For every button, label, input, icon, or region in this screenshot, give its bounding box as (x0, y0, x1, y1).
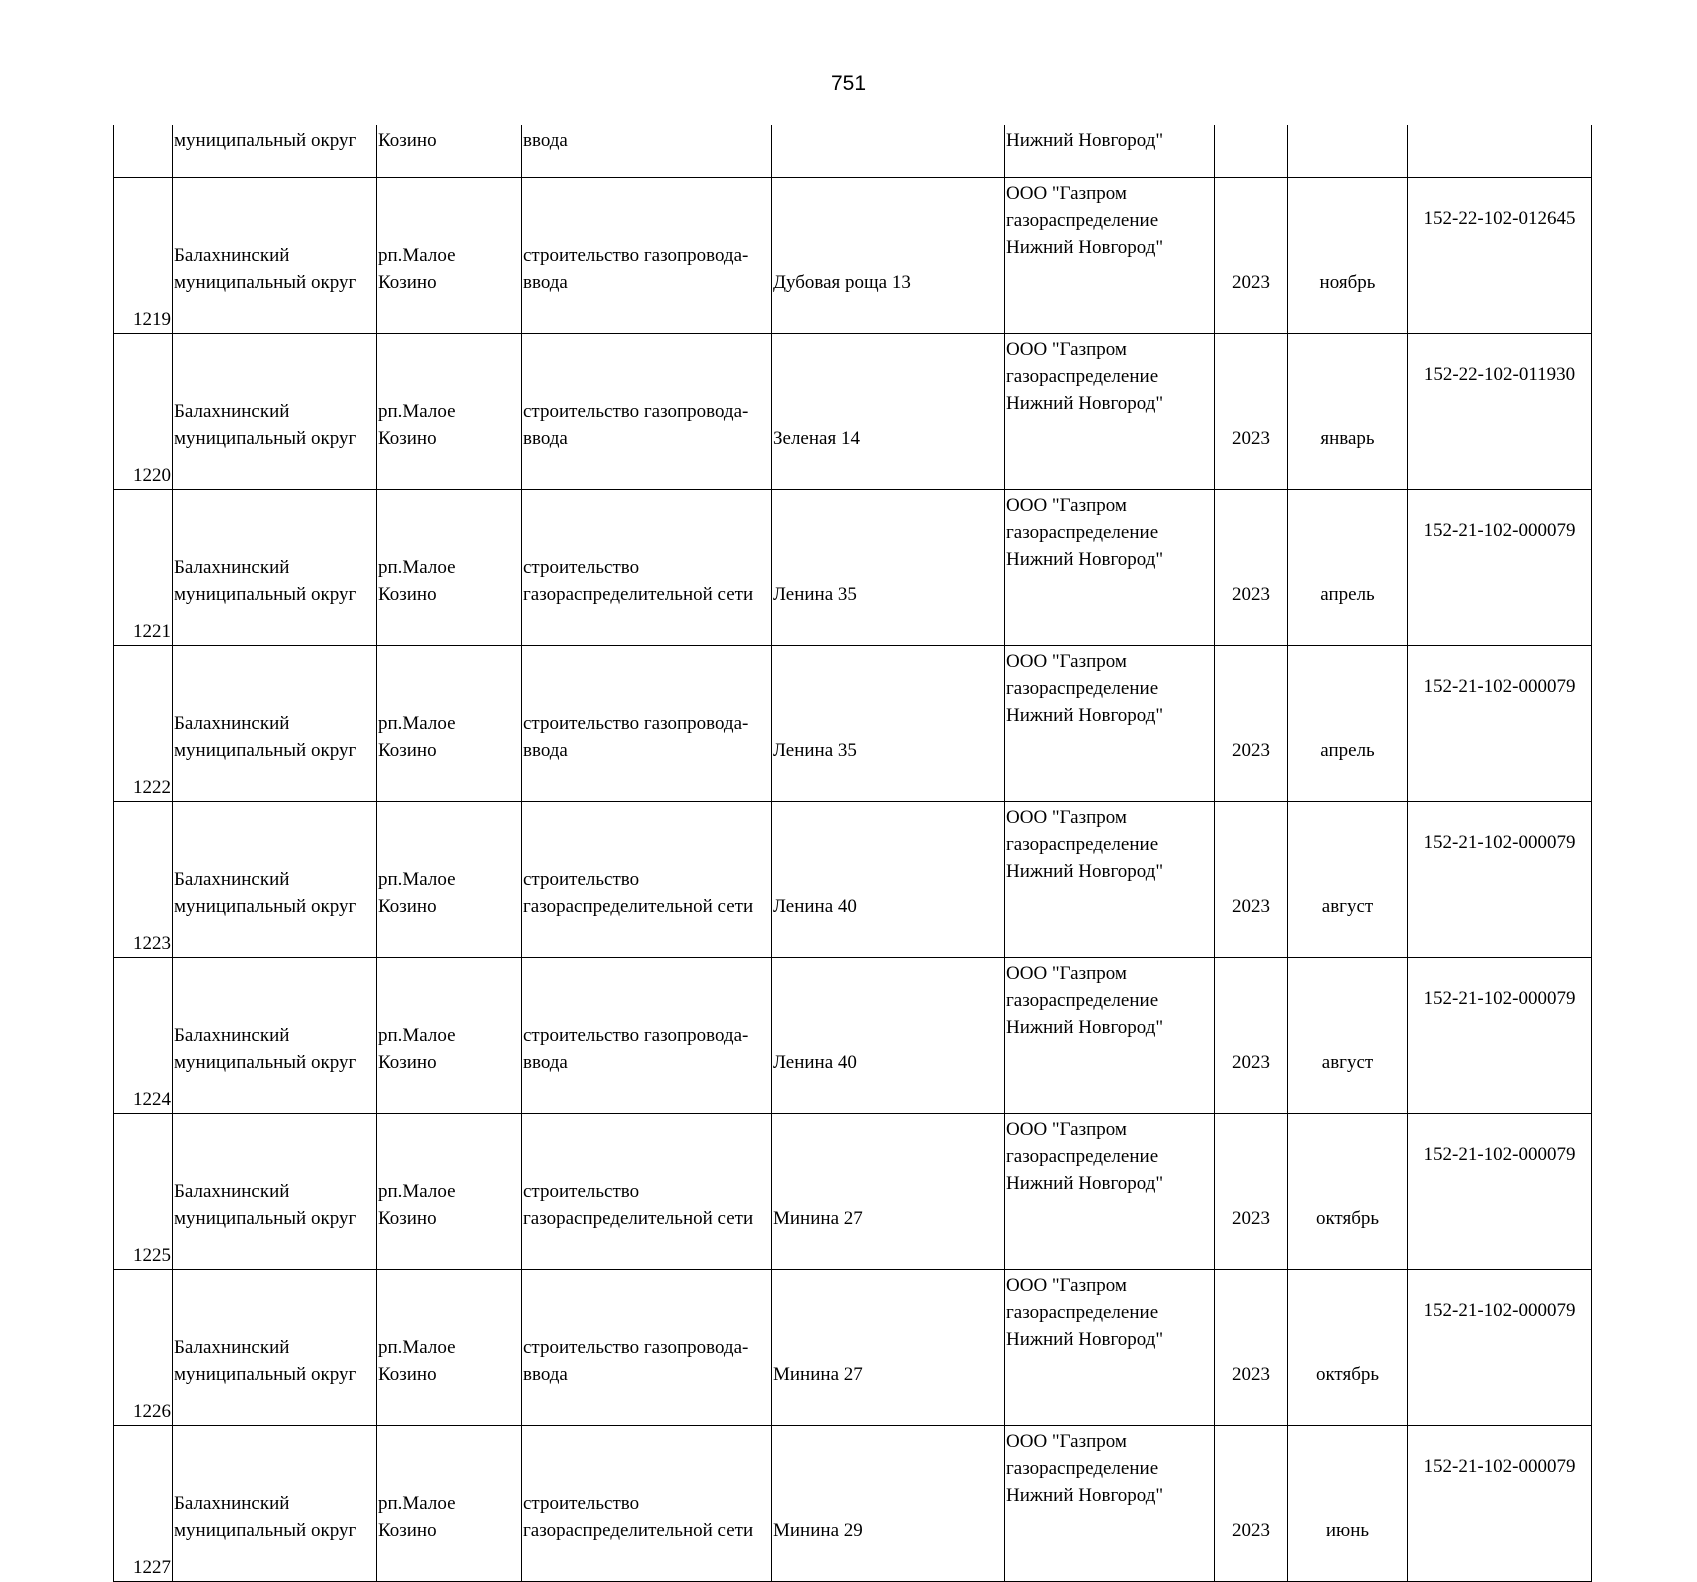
locality-line: Козино (378, 428, 437, 449)
district-line: муниципальный округ (174, 896, 357, 917)
row-number: 1227 (133, 1557, 171, 1578)
month-text: апрель (1320, 740, 1375, 761)
cell-work (522, 646, 772, 802)
cell-district (173, 334, 377, 490)
row-number: 1225 (133, 1245, 171, 1266)
cell-num (114, 802, 173, 958)
table-row (114, 802, 1592, 958)
address-text: Ленина 35 (773, 584, 857, 605)
cell-address (772, 1426, 1005, 1582)
year-text: 2023 (1232, 1364, 1270, 1385)
month-text: апрель (1320, 584, 1375, 605)
owner-line: Нижний Новгород" (1006, 237, 1164, 258)
cell-work: ввода (522, 125, 772, 178)
owner-line: Нижний Новгород" (1006, 1173, 1164, 1194)
year-text: 2023 (1232, 1520, 1270, 1541)
work-line: строительство (523, 1181, 640, 1202)
table-row (114, 958, 1592, 1114)
work-line: газораспределительной сети (523, 896, 754, 917)
cell-year (1215, 334, 1288, 490)
district-line: Балахнинский (174, 1337, 290, 1358)
cell-code (1408, 178, 1592, 334)
cell-month (1288, 1114, 1408, 1270)
district-line: Балахнинский (174, 557, 290, 578)
month-text: август (1321, 896, 1374, 917)
address-text: Дубовая роща 13 (773, 272, 911, 293)
address-text: Минина 27 (773, 1364, 863, 1385)
address-text: Зеленая 14 (773, 428, 860, 449)
work-line: ввода (523, 1052, 568, 1073)
cell-code (1408, 125, 1592, 178)
owner-line: ООО "Газпром (1006, 651, 1127, 672)
cell-work (522, 334, 772, 490)
cell-owner (1005, 490, 1215, 646)
cell-address (772, 125, 1005, 178)
cell-address (772, 646, 1005, 802)
row-number: 1219 (133, 309, 171, 330)
cell-code (1408, 958, 1592, 1114)
cell-locality (377, 178, 522, 334)
cell-address (772, 1270, 1005, 1426)
cell-num (114, 958, 173, 1114)
owner-line: Нижний Новгород" (1006, 1017, 1164, 1038)
cell-address (772, 1114, 1005, 1270)
district-line: муниципальный округ (174, 584, 357, 605)
cell-address (772, 334, 1005, 490)
cell-locality (377, 802, 522, 958)
owner-line: Нижний Новгород" (1006, 705, 1164, 726)
cell-num (114, 1114, 173, 1270)
address-text: Ленина 35 (773, 740, 857, 761)
locality-line: рп.Малое (378, 1025, 456, 1046)
cell-year (1215, 1426, 1288, 1582)
code-text: 152-22-102-012645 (1423, 208, 1576, 229)
registry-table-body (114, 125, 1592, 1582)
owner-line: газораспределение (1006, 210, 1159, 231)
address-text: Ленина 40 (773, 1052, 857, 1073)
code-text: 152-22-102-011930 (1423, 364, 1576, 385)
address-text: Минина 29 (773, 1520, 863, 1541)
owner-line: ООО "Газпром (1006, 1431, 1127, 1452)
work-line: ввода (523, 272, 568, 293)
district-line: муниципальный округ (174, 1052, 357, 1073)
table-row (114, 1270, 1592, 1426)
locality-line: рп.Малое (378, 1337, 456, 1358)
cell-district (173, 958, 377, 1114)
locality-line: рп.Малое (378, 401, 456, 422)
cell-owner (1005, 1426, 1215, 1582)
year-text: 2023 (1232, 1208, 1270, 1229)
cell-year (1215, 178, 1288, 334)
cell-locality: Козино (377, 125, 522, 178)
cell-code (1408, 802, 1592, 958)
locality-line: Козино (378, 272, 437, 293)
cell-owner (1005, 802, 1215, 958)
cell-address (772, 802, 1005, 958)
row-number: 1224 (133, 1089, 171, 1110)
locality-line: рп.Малое (378, 1181, 456, 1202)
locality-line: Козино (378, 740, 437, 761)
cell-month (1288, 1426, 1408, 1582)
owner-line: Нижний Новгород" (1006, 549, 1164, 570)
district-line: муниципальный округ (174, 740, 357, 761)
owner-line: ООО "Газпром (1006, 183, 1127, 204)
owner-line: газораспределение (1006, 834, 1159, 855)
district-line: муниципальный округ (174, 1208, 357, 1229)
code-text: 152-21-102-000079 (1423, 520, 1576, 541)
cell-code (1408, 1270, 1592, 1426)
cell-district (173, 646, 377, 802)
cell-locality (377, 1426, 522, 1582)
cell-year (1215, 802, 1288, 958)
cell-owner (1005, 1114, 1215, 1270)
owner-line: газораспределение (1006, 990, 1159, 1011)
cell-month (1288, 334, 1408, 490)
cell-locality (377, 1270, 522, 1426)
table-row-continued (114, 125, 1592, 178)
work-line: строительство газопровода- (523, 1025, 749, 1046)
month-text: январь (1320, 428, 1375, 449)
row-number: 1222 (133, 777, 171, 798)
locality-line: рп.Малое (378, 557, 456, 578)
district-line: муниципальный округ (174, 1520, 357, 1541)
cell-year (1215, 1114, 1288, 1270)
month-text: октябрь (1315, 1364, 1380, 1385)
owner-line: газораспределение (1006, 1302, 1159, 1323)
cell-address (772, 958, 1005, 1114)
month-text: июнь (1325, 1520, 1370, 1541)
work-line: строительство газопровода- (523, 401, 749, 422)
cell-month (1288, 490, 1408, 646)
cell-work (522, 178, 772, 334)
code-text: 152-21-102-000079 (1423, 1144, 1576, 1165)
cell-num (114, 646, 173, 802)
owner-line: газораспределение (1006, 678, 1159, 699)
district-line: Балахнинский (174, 245, 290, 266)
cell-code (1408, 1114, 1592, 1270)
cell-year (1215, 125, 1288, 178)
cell-locality (377, 646, 522, 802)
year-text: 2023 (1232, 740, 1270, 761)
district-line: муниципальный округ (174, 272, 357, 293)
cell-locality (377, 958, 522, 1114)
locality-line: Козино (378, 896, 437, 917)
year-text: 2023 (1232, 272, 1270, 293)
year-text: 2023 (1232, 428, 1270, 449)
district-line: Балахнинский (174, 1181, 290, 1202)
address-text: Ленина 40 (773, 896, 857, 917)
district-line: Балахнинский (174, 869, 290, 890)
cell-num (114, 125, 173, 178)
work-line: строительство (523, 1493, 640, 1514)
cell-year (1215, 958, 1288, 1114)
year-text: 2023 (1232, 896, 1270, 917)
cell-work (522, 958, 772, 1114)
year-text: 2023 (1232, 584, 1270, 605)
cell-owner (1005, 1270, 1215, 1426)
code-text: 152-21-102-000079 (1423, 676, 1576, 697)
cell-work (522, 802, 772, 958)
cell-year (1215, 1270, 1288, 1426)
work-line: ввода (523, 428, 568, 449)
cell-num (114, 490, 173, 646)
page-number: 751 (830, 72, 867, 95)
month-text: октябрь (1315, 1208, 1380, 1229)
row-number: 1226 (133, 1401, 171, 1422)
cell-month (1288, 178, 1408, 334)
cell-month (1288, 125, 1408, 178)
work-line: строительство газопровода- (523, 1337, 749, 1358)
row-number: 1220 (133, 465, 171, 486)
table-row (114, 646, 1592, 802)
row-number: 1221 (133, 621, 171, 642)
work-line: газораспределительной сети (523, 1520, 754, 1541)
cell-district (173, 1114, 377, 1270)
district-line: Балахнинский (174, 1025, 290, 1046)
owner-line: Нижний Новгород" (1006, 1329, 1164, 1350)
district-line: Балахнинский (174, 1493, 290, 1514)
cell-locality (377, 490, 522, 646)
cell-num (114, 1426, 173, 1582)
locality-line: рп.Малое (378, 713, 456, 734)
address-text: Минина 27 (773, 1208, 863, 1229)
cell-owner (1005, 178, 1215, 334)
cell-district (173, 1270, 377, 1426)
owner-line: ООО "Газпром (1006, 963, 1127, 984)
cell-work (522, 1426, 772, 1582)
owner-line: газораспределение (1006, 1146, 1159, 1167)
locality-line: рп.Малое (378, 1493, 456, 1514)
cell-owner (1005, 334, 1215, 490)
cell-district (173, 490, 377, 646)
work-line: газораспределительной сети (523, 584, 754, 605)
owner-line: Нижний Новгород" (1006, 1485, 1164, 1506)
cell-work (522, 1270, 772, 1426)
work-line: строительство (523, 557, 640, 578)
cell-locality (377, 334, 522, 490)
code-text: 152-21-102-000079 (1423, 1300, 1576, 1321)
cell-code (1408, 646, 1592, 802)
cell-address (772, 178, 1005, 334)
locality-line: Козино (378, 1520, 437, 1541)
cell-month (1288, 802, 1408, 958)
cell-district (173, 178, 377, 334)
table-row (114, 334, 1592, 490)
locality-line: Козино (378, 1364, 437, 1385)
district-line: муниципальный округ (174, 1364, 357, 1385)
month-text: август (1321, 1052, 1374, 1073)
work-line: ввода (523, 1364, 568, 1385)
locality-line: рп.Малое (378, 869, 456, 890)
year-text: 2023 (1232, 1052, 1270, 1073)
cell-code (1408, 490, 1592, 646)
work-line: строительство (523, 869, 640, 890)
work-line: газораспределительной сети (523, 1208, 754, 1229)
cell-num (114, 334, 173, 490)
owner-line: ООО "Газпром (1006, 1119, 1127, 1140)
cell-month (1288, 958, 1408, 1114)
cell-district (173, 802, 377, 958)
owner-line: Нижний Новгород" (1006, 861, 1164, 882)
cell-year (1215, 646, 1288, 802)
month-text: ноябрь (1319, 272, 1376, 293)
cell-locality (377, 1114, 522, 1270)
cell-month (1288, 1270, 1408, 1426)
code-text: 152-21-102-000079 (1423, 1456, 1576, 1477)
cell-num (114, 178, 173, 334)
table-row (114, 490, 1592, 646)
table-row (114, 1426, 1592, 1582)
cell-num (114, 1270, 173, 1426)
cell-code (1408, 1426, 1592, 1582)
cell-district (173, 1426, 377, 1582)
cell-district: муниципальный округ (173, 125, 377, 178)
cell-work (522, 490, 772, 646)
table-row (114, 178, 1592, 334)
locality-line: рп.Малое (378, 245, 456, 266)
owner-line: Нижний Новгород" (1006, 393, 1164, 414)
owner-line: ООО "Газпром (1006, 807, 1127, 828)
work-line: строительство газопровода- (523, 713, 749, 734)
work-line: строительство газопровода- (523, 245, 749, 266)
owner-line: ООО "Газпром (1006, 339, 1127, 360)
owner-line: газораспределение (1006, 1458, 1159, 1479)
owner-line: ООО "Газпром (1006, 495, 1127, 516)
cell-work (522, 1114, 772, 1270)
locality-line: Козино (378, 1208, 437, 1229)
cell-month (1288, 646, 1408, 802)
owner-line: газораспределение (1006, 522, 1159, 543)
locality-line: Козино (378, 584, 437, 605)
work-line: ввода (523, 740, 568, 761)
cell-owner: Нижний Новгород" (1005, 125, 1215, 178)
cell-owner (1005, 646, 1215, 802)
locality-line: Козино (378, 1052, 437, 1073)
code-text: 152-21-102-000079 (1423, 832, 1576, 853)
registry-table (113, 125, 1592, 1582)
cell-owner (1005, 958, 1215, 1114)
owner-line: ООО "Газпром (1006, 1275, 1127, 1296)
cell-address (772, 490, 1005, 646)
row-number: 1223 (133, 933, 171, 954)
district-line: Балахнинский (174, 713, 290, 734)
table-row (114, 1114, 1592, 1270)
district-line: муниципальный округ (174, 428, 357, 449)
cell-year (1215, 490, 1288, 646)
owner-line: газораспределение (1006, 366, 1159, 387)
district-line: Балахнинский (174, 401, 290, 422)
code-text: 152-21-102-000079 (1423, 988, 1576, 1009)
cell-code (1408, 334, 1592, 490)
